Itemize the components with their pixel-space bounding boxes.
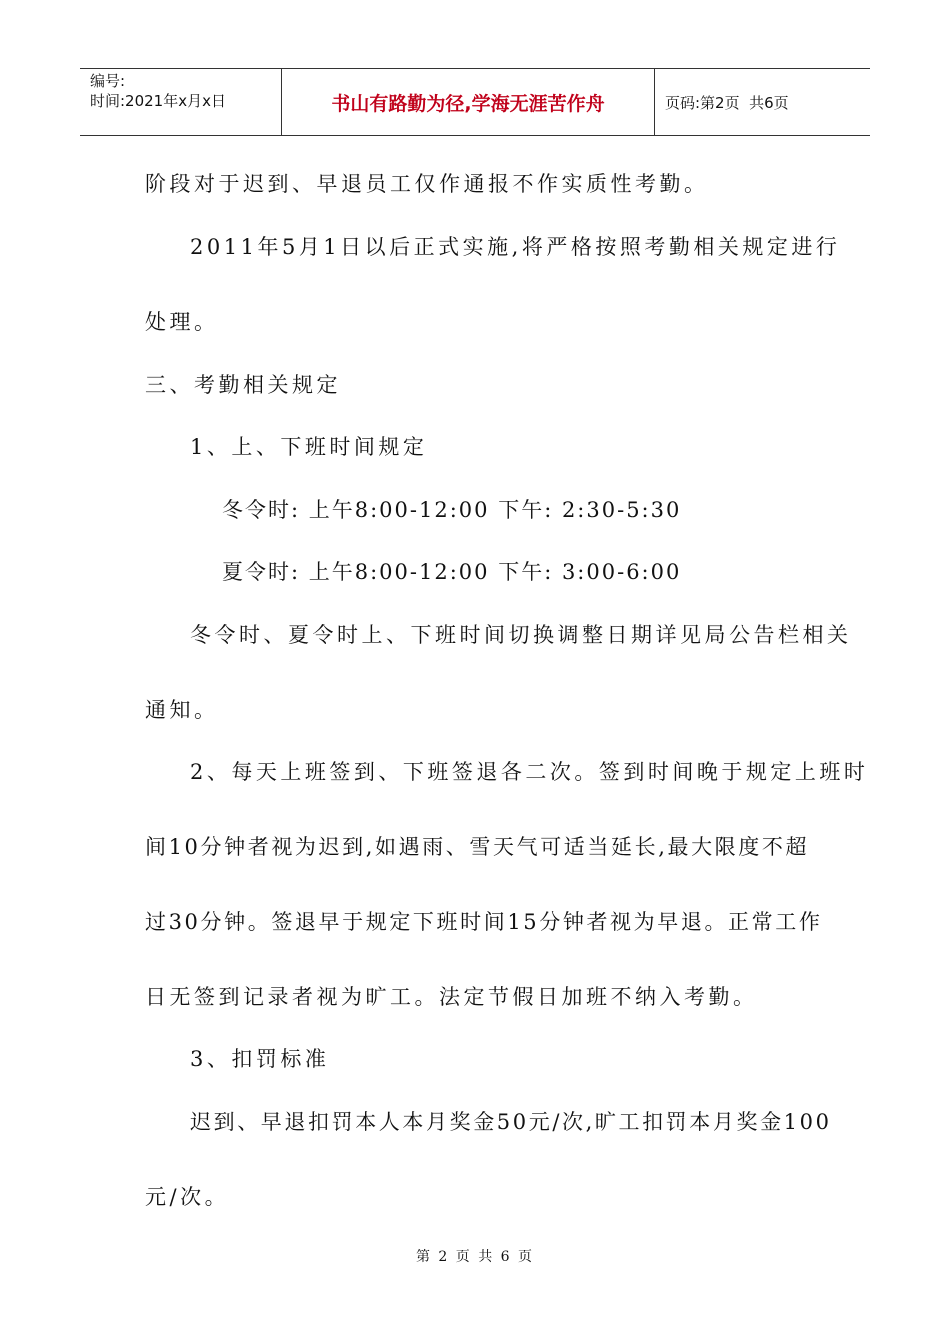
body-line: 处理。 (145, 310, 219, 334)
body-line: 元/次。 (145, 1185, 230, 1209)
document-time-label: 时间:2021年x月x日 (90, 92, 226, 110)
header-page-label: 页码:第2页 共6页 (665, 93, 789, 112)
subsection-heading: 1、上、下班时间规定 (190, 435, 428, 459)
subsection-heading: 3、扣罚标准 (190, 1047, 330, 1071)
body-line: 2011年5月1日以后正式实施,将严格按照考勤相关规定进行 (190, 235, 841, 259)
page-header (80, 68, 870, 136)
body-line: 通知。 (145, 698, 219, 722)
section-heading: 三、考勤相关规定 (145, 373, 341, 397)
header-page-info (655, 69, 870, 135)
body-line: 2、每天上班签到、下班签退各二次。签到时间晚于规定上班时 (190, 760, 869, 784)
header-motto: 书山有路勤为径,学海无涯苦作舟 (282, 69, 655, 135)
body-line: 过30分钟。签退早于规定下班时间15分钟者视为早退。正常工作 (145, 910, 823, 934)
body-line: 冬令时、夏令时上、下班时间切换调整日期详见局公告栏相关 (190, 623, 852, 647)
body-line: 夏令时: 上午8:00-12:00 下午: 3:00-6:00 (222, 560, 682, 584)
body-line: 日无签到记录者视为旷工。法定节假日加班不纳入考勤。 (145, 985, 758, 1009)
header-meta (80, 69, 282, 135)
body-line: 阶段对于迟到、早退员工仅作通报不作实质性考勤。 (145, 172, 709, 196)
body-line: 间10分钟者视为迟到,如遇雨、雪天气可适当延长,最大限度不超 (145, 835, 810, 859)
body-line: 冬令时: 上午8:00-12:00 下午: 2:30-5:30 (222, 498, 682, 522)
body-line: 迟到、早退扣罚本人本月奖金50元/次,旷工扣罚本月奖金100 (190, 1110, 832, 1134)
page-footer: 第 2 页 共 6 页 (415, 1249, 535, 1265)
document-number-label: 编号: (90, 72, 126, 90)
